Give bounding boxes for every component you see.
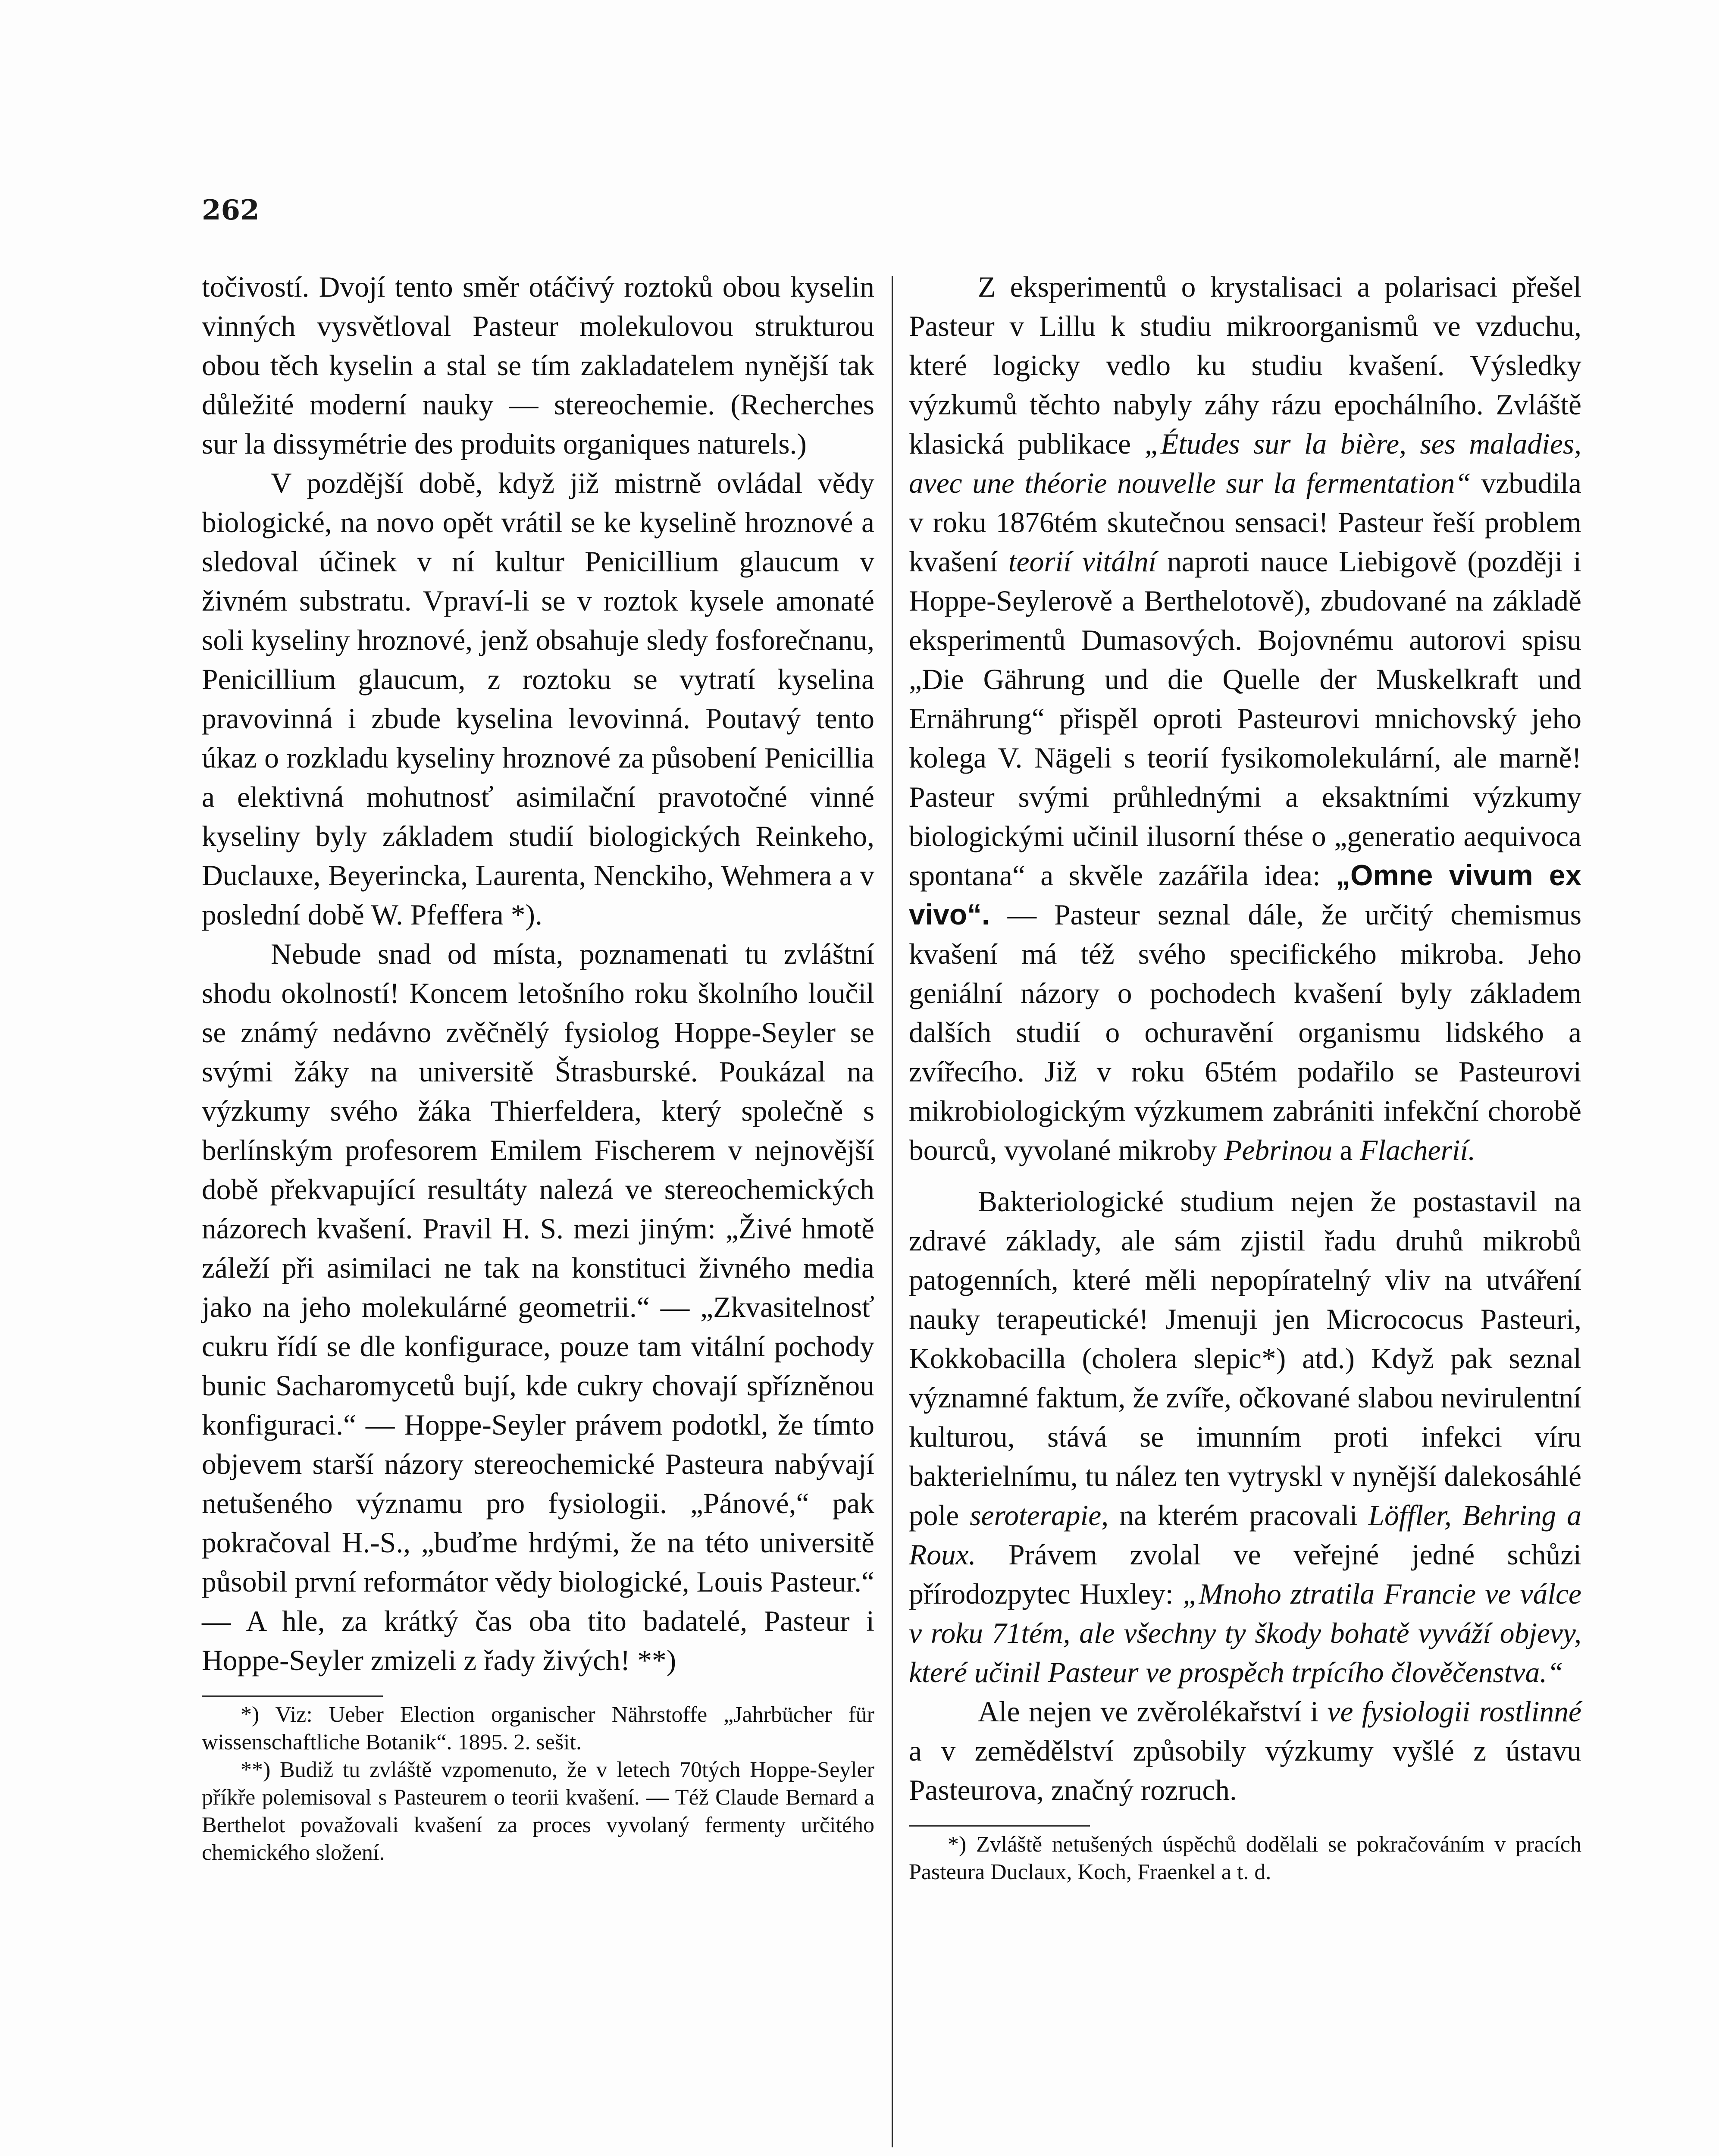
right-paragraph-3 xyxy=(909,1692,1581,1810)
pebrine-term: Pebrinou xyxy=(1224,1134,1333,1166)
footnote-1: *) Viz: Ueber Election organischer Nährstoffe „Jahrbücher für wissenschaftliche Botanik“. 1895. 2. sešit. xyxy=(202,1702,874,1755)
text-run: Z eksperimentů o krystalisaci a polarisaci přešel Pasteur v Lillu k studiu mikroorganismů ve vzduchu, které logicky vedlo ku studiu kvašení. Výsledky výzkumů těchto nabyly záhy rázu epochálního. Zvláště klasická publikace xyxy=(909,271,1581,460)
motto: „Omne vivum ex vivo“. xyxy=(909,859,1582,931)
huxley-quote: „Mnoho ztratila Francie ve válce v roku 71tém, ale všechny ty škody bohatě vyváží objevy, které učinil Pasteur ve prospěch trpícího člověčenstva.“ xyxy=(909,1578,1581,1689)
text-run: , na kterém pracovali xyxy=(1101,1499,1368,1532)
left-column xyxy=(202,267,874,1867)
text-run: — Pasteur seznal dále, že určitý chemismus kvašení má též svého specifického mikroba. Jeho geniální názory o pochodech kvašení byly základem dalších studií o ochuravění organismu lidského a zvířecího. Již v roku 65tém podařilo se Pasteurovi mikrobiologickým výzkumem zabrániti infekční chorobě bourců, vyvolané mikroby xyxy=(909,899,1581,1166)
seroterapie-term: seroterapie xyxy=(970,1499,1102,1532)
left-paragraph-1: točivostí. Dvojí tento směr otáčivý roztoků obou kyselin vinných vysvětloval Pasteur molekulovou strukturou obou těch kyselin a stal se tím zakladatelem nynější tak důležité moderní nauky — stereochemie. (Recherches sur la dissymétrie des produits organiques naturels.) xyxy=(202,271,874,460)
text-run: Bakteriologické studium nejen že postastavil na zdravé základy, ale sám zjistil řadu druhů mikrobů patogenních, které měli nepopíratelný vliv na utváření nauky terapeutické! Jmenuji jen Micrococus Pasteuri, Kokkobacilla (cholera slepic*) atd.) Když pak seznal významné faktum, že zvíře, očkované slabou nevirulentní kulturou, stává se imunním proti infekci víru bakterielnímu, tu nález ten vytryskl v nynější dalekosáhlé pole xyxy=(909,1185,1581,1532)
right-paragraph-1 xyxy=(909,267,1581,1170)
left-paragraph-2: V pozdější době, když již mistrně ovládal vědy biologické, na novo opět vrátil se ke kyselině hroznové a sledoval účinek v ní kultur Penicillium glaucum v živném substratu. Vpraví-li se v roztok kysele amonaté soli kyseliny hroznové, jenž obsahuje sledy fosforečnanu, Penicillium glaucum, z roztoku se vytratí kyselina pravovinná i zbude kyselina levovinná. Poutavý tento úkaz o rozkladu kyseliny hroznové za působení Penicillia a elektivná mohutnosť asimilační pravotočné vinné kyseliny byly základem studií biologických Reinkeho, Duclauxe, Beyerincka, Laurenta, Nenckiho, Wehmera a v poslední době W. Pfeffera *). xyxy=(202,467,874,931)
text-run: vzbudila v roku 1876tém skutečnou sensaci! Pasteur řeší problem kvašení xyxy=(909,467,1581,578)
text-run: a v zemědělství způsobily výzkumy vyšlé z ústavu Pasteurova, značný rozruch. xyxy=(909,1735,1581,1806)
text-run: Právem zvolal ve veřejné jedné schůzi přírodozpytec Huxley: xyxy=(909,1539,1581,1610)
left-footnotes xyxy=(202,1701,874,1867)
footnote-rule xyxy=(909,1825,1090,1827)
column-divider xyxy=(892,276,893,2147)
footnote-rule xyxy=(202,1695,383,1697)
right-paragraph-2 xyxy=(909,1182,1581,1692)
footnote-3: *) Zvláště netušených úspěchů dodělali se pokračováním v pracích Pasteura Duclaux, Koch, Fraenkel a t. d. xyxy=(909,1832,1581,1884)
researcher-names: Löffler, Behring a Roux. xyxy=(909,1499,1581,1571)
publication-title: „Études sur la bière, ses maladies, avec une théorie nouvelle sur la fermentation“ xyxy=(909,428,1581,499)
flacherie-term: Flacherií. xyxy=(1360,1134,1476,1166)
plant-physiology-term: ve fysiologii rostlinné xyxy=(1327,1695,1581,1728)
left-paragraph-3: Nebude snad od místa, poznamenati tu zvláštní shodu okolností! Koncem letošního roku školního loučil se známý nedávno zvěčnělý fysiolog Hoppe-Seyler se svými žáky na universitě Štrasburské. Poukázal na výzkumy svého žáka Thierfeldera, který společně s berlínským profesorem Emilem Fischerem v nejnovější době překvapující resultáty nalezá ve stereochemických názorech kvašení. Pravil H. S. mezi jiným: „Živé hmotě záleží při asimilaci ne tak na konstituci živného media jako na jeho molekulárné geometrii.“ — „Zkvasitelnosť cukru řídí se dle konfigurace, pouze tam vitální pochody bunic Sacharomycetů bují, kde cukry chovají spřízněnou konfiguraci.“ — Hoppe-Seyler právem podotkl, že tímto objevem starší názory stereochemické Pasteura nabývají netušeného významu pro fysiologii. „Pánové,“ pak pokračoval H.-S., „buďme hrdými, že na této universitě působil první reformátor vědy biologické, Louis Pasteur.“ — A hle, za krátký čas oba tito badatelé, Pasteur i Hoppe-Seyler zmizeli z řady živých! **) xyxy=(202,938,874,1677)
vital-theory: teorií vitální xyxy=(1008,545,1157,578)
footnote-2: **) Budiž tu zvláště vzpomenuto, že v letech 70tých Hoppe-Seyler příkře polemisoval s Pasteurem o teorii kvašení. — Též Claude Bernard a Berthelot považovali kvašení za proces vyvolaný fermenty určitého chemického složení. xyxy=(202,1758,874,1865)
text-run: Ale nejen ve zvěrolékařství i xyxy=(978,1695,1328,1728)
right-footnotes xyxy=(909,1831,1581,1886)
text-run: naproti nauce Liebigově (později i Hoppe-Seylerově a Berthelotově), zbudované na základě eksperimentů Dumasových. Bojovnému autorovi spisu „Die Gährung und die Quelle der Muskelkraft und Ernährung“ přispěl oproti Pasteurovi mnichovský jeho kolega V. Nägeli s teorií fysikomolekulární, ale marně! Pasteur svými průhlednými a eksaktními výzkumy biologickými učinil ilusorní thése o „generatio aequivoca spontana“ a skvěle zazářila idea: xyxy=(909,545,1581,892)
text-run: a xyxy=(1332,1134,1360,1166)
page-number: 262 xyxy=(202,194,260,226)
right-column xyxy=(909,267,1581,1886)
